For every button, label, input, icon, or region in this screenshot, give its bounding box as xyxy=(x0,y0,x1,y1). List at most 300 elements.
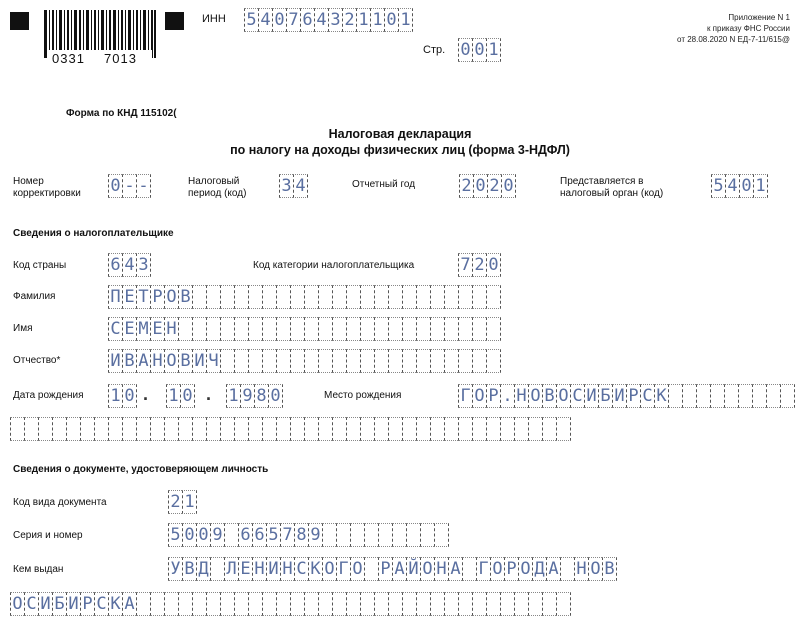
category-cells-cell: 2 xyxy=(472,253,486,277)
series-cells-cell: 8 xyxy=(294,523,308,547)
issued-line2-cells-cell xyxy=(430,592,444,616)
issued-line2-cells-cell: О xyxy=(10,592,24,616)
patronymic-cells-cell: В xyxy=(122,349,136,373)
birth-day-cells-cell: 0 xyxy=(122,384,137,408)
birth-place-line2-cells-cell xyxy=(402,417,416,441)
birth-day-cells xyxy=(108,384,137,408)
birth-date-dot-2: . xyxy=(206,384,212,404)
inn-cells-cell: 1 xyxy=(356,8,370,32)
birth-place-label: Место рождения xyxy=(324,390,402,401)
issued-line1-cells-cell: Н xyxy=(280,557,294,581)
birth-place-line2-cells xyxy=(10,417,571,441)
surname-cells-cell xyxy=(290,285,304,309)
surname-cells-cell xyxy=(332,285,346,309)
birth-place-line2-cells-cell xyxy=(318,417,332,441)
issued-line1-cells-cell: О xyxy=(490,557,504,581)
year-cells-cell: 2 xyxy=(459,174,473,198)
birth-year-cells xyxy=(226,384,283,408)
issued-line1-cells-cell: Е xyxy=(238,557,252,581)
surname-label: Фамилия xyxy=(13,291,56,302)
name-cells-cell xyxy=(374,317,388,341)
period-cells xyxy=(279,174,308,198)
issued-line2-cells-cell xyxy=(458,592,472,616)
period-label-line-1: Налоговый xyxy=(188,176,240,187)
issued-line2-cells-cell xyxy=(262,592,276,616)
issued-line2-cells-cell xyxy=(206,592,220,616)
birth-place-line2-cells-cell xyxy=(178,417,192,441)
birth-place-cells-cell: С xyxy=(570,384,584,408)
patronymic-cells-cell xyxy=(234,349,248,373)
issued-line2-cells-cell xyxy=(528,592,542,616)
category-label: Код категории налогоплательщика xyxy=(253,260,415,271)
issued-line2-cells-cell xyxy=(318,592,332,616)
patronymic-cells-cell xyxy=(360,349,374,373)
patronymic-cells-cell xyxy=(388,349,402,373)
series-cells-cell xyxy=(350,523,364,547)
patronymic-cells xyxy=(108,349,501,373)
issued-line1-cells-cell: Н xyxy=(252,557,266,581)
surname-cells-cell xyxy=(318,285,332,309)
country-cells xyxy=(108,253,151,277)
category-cells-cell: 0 xyxy=(486,253,501,277)
series-cells-cell: 5 xyxy=(168,523,182,547)
inn-cells-cell: 1 xyxy=(398,8,413,32)
issued-line2-cells-cell xyxy=(346,592,360,616)
series-cells-cell xyxy=(224,523,238,547)
appendix-line-1: Приложение N 1 xyxy=(728,13,790,22)
period-cells-cell: 3 xyxy=(279,174,293,198)
name-cells-cell xyxy=(304,317,318,341)
birth-place-line2-cells-cell xyxy=(388,417,402,441)
name-cells-cell xyxy=(234,317,248,341)
name-cells-cell xyxy=(430,317,444,341)
authority-cells-cell: 4 xyxy=(725,174,739,198)
issued-line1-cells-cell: Р xyxy=(504,557,518,581)
surname-cells-cell: П xyxy=(108,285,122,309)
series-label: Серия и номер xyxy=(13,530,83,541)
name-cells-cell xyxy=(472,317,486,341)
series-cells-cell: 6 xyxy=(252,523,266,547)
issued-line1-cells-cell: Л xyxy=(224,557,238,581)
issued-line2-cells-cell xyxy=(514,592,528,616)
patronymic-cells-cell xyxy=(402,349,416,373)
page-cells-cell: 0 xyxy=(458,38,472,62)
surname-cells-cell xyxy=(416,285,430,309)
surname-cells-cell: Р xyxy=(150,285,164,309)
issued-line1-cells-cell: О xyxy=(420,557,434,581)
issued-line2-cells-cell: Р xyxy=(80,592,94,616)
year-cells-cell: 2 xyxy=(487,174,501,198)
issued-line1-cells-cell: В xyxy=(602,557,617,581)
issued-line1-cells-cell: Н xyxy=(434,557,448,581)
title-line-1: Налоговая декларация xyxy=(328,127,472,141)
issued-line1-cells-cell: В xyxy=(182,557,196,581)
patronymic-cells-cell xyxy=(304,349,318,373)
birth-place-line2-cells-cell xyxy=(556,417,571,441)
patronymic-cells-cell xyxy=(374,349,388,373)
series-cells-cell: 7 xyxy=(280,523,294,547)
birth-place-line2-cells-cell xyxy=(332,417,346,441)
birth-place-line2-cells-cell xyxy=(290,417,304,441)
issued-line2-cells-cell xyxy=(276,592,290,616)
birth-place-line2-cells-cell xyxy=(94,417,108,441)
birth-place-line2-cells-cell xyxy=(444,417,458,441)
authority-label-line-2: налоговый орган (код) xyxy=(560,188,664,199)
birth-place-cells-cell: Р xyxy=(486,384,500,408)
year-cells-cell: 0 xyxy=(501,174,516,198)
birth-place-cells-cell: С xyxy=(640,384,654,408)
issued-line2-cells-cell xyxy=(374,592,388,616)
name-cells-cell: Е xyxy=(150,317,164,341)
patronymic-label: Отчество* xyxy=(13,355,61,366)
inn-cells-cell: 2 xyxy=(342,8,356,32)
issued-line2-cells-cell xyxy=(486,592,500,616)
inn-cells-cell: 4 xyxy=(314,8,328,32)
name-cells-cell xyxy=(192,317,206,341)
birth-place-line2-cells-cell xyxy=(24,417,38,441)
inn-cells xyxy=(244,8,413,32)
issued-line2-cells-cell: И xyxy=(38,592,52,616)
surname-cells-cell: Е xyxy=(122,285,136,309)
surname-cells-cell xyxy=(374,285,388,309)
birth-place-cells xyxy=(458,384,795,408)
name-cells-cell xyxy=(486,317,501,341)
issued-line1-cells-cell: Д xyxy=(196,557,210,581)
birth-place-line2-cells-cell xyxy=(472,417,486,441)
correction-label xyxy=(13,176,81,200)
issued-line1-cells-cell xyxy=(364,557,378,581)
authority-label-line-1: Представляется в xyxy=(560,176,644,187)
issued-line2-cells-cell xyxy=(402,592,416,616)
issued-line2-cells-cell xyxy=(234,592,248,616)
birth-place-line2-cells-cell xyxy=(10,417,24,441)
patronymic-cells-cell xyxy=(220,349,234,373)
issued-line1-cells-cell: О xyxy=(322,557,336,581)
birth-place-line2-cells-cell xyxy=(150,417,164,441)
series-cells-cell xyxy=(392,523,406,547)
birth-year-cells-cell: 0 xyxy=(268,384,283,408)
year-cells xyxy=(459,174,516,198)
patronymic-cells-cell: О xyxy=(164,349,178,373)
patronymic-cells-cell xyxy=(290,349,304,373)
name-cells-cell: С xyxy=(108,317,122,341)
surname-cells-cell xyxy=(262,285,276,309)
barcode-number-left: 0331 xyxy=(52,51,85,66)
surname-cells-cell: В xyxy=(178,285,192,309)
barcode-number-right: 7013 xyxy=(104,51,137,66)
series-cells-cell xyxy=(364,523,378,547)
birth-day-cells-cell: 1 xyxy=(108,384,122,408)
series-cells-cell: 6 xyxy=(238,523,252,547)
birth-place-line2-cells-cell xyxy=(542,417,556,441)
surname-cells-cell: Т xyxy=(136,285,150,309)
inn-cells-cell: 6 xyxy=(300,8,314,32)
birth-place-line2-cells-cell xyxy=(430,417,444,441)
issued-line2-cells-cell xyxy=(192,592,206,616)
birth-place-cells-cell: О xyxy=(528,384,542,408)
series-cells-cell xyxy=(434,523,449,547)
correction-cells xyxy=(108,174,151,198)
issued-line1-cells-cell: О xyxy=(588,557,602,581)
series-cells-cell: 9 xyxy=(308,523,322,547)
issued-line2-cells-cell: А xyxy=(122,592,136,616)
issued-line2-cells-cell xyxy=(178,592,192,616)
series-cells-cell xyxy=(420,523,434,547)
doc-type-cells-cell: 2 xyxy=(168,490,182,514)
correction-label-line-1: Номер xyxy=(13,176,44,187)
corner-marker-left xyxy=(10,12,29,30)
birth-place-line2-cells-cell xyxy=(248,417,262,441)
name-cells-cell xyxy=(262,317,276,341)
birth-month-cells xyxy=(166,384,195,408)
surname-cells-cell xyxy=(360,285,374,309)
series-cells-cell xyxy=(336,523,350,547)
issued-line2-cells-cell xyxy=(556,592,571,616)
birth-date-label: Дата рождения xyxy=(13,390,84,401)
doc-type-cells-cell: 1 xyxy=(182,490,197,514)
name-cells-cell: Е xyxy=(122,317,136,341)
inn-cells-cell: 3 xyxy=(328,8,342,32)
birth-place-line2-cells-cell xyxy=(52,417,66,441)
surname-cells-cell xyxy=(402,285,416,309)
birth-place-line2-cells-cell xyxy=(108,417,122,441)
birth-place-line2-cells-cell xyxy=(514,417,528,441)
page-title xyxy=(150,126,650,158)
surname-cells-cell xyxy=(248,285,262,309)
patronymic-cells-cell xyxy=(486,349,501,373)
surname-cells-cell xyxy=(430,285,444,309)
patronymic-cells-cell: Н xyxy=(150,349,164,373)
birth-place-cells-cell: И xyxy=(612,384,626,408)
series-cells-cell: 5 xyxy=(266,523,280,547)
issued-line2-cells-cell xyxy=(304,592,318,616)
taxpayer-section-title: Сведения о налогоплательщике xyxy=(13,228,174,239)
birth-place-cells-cell: Р xyxy=(626,384,640,408)
issued-line2-cells-cell xyxy=(500,592,514,616)
surname-cells-cell xyxy=(220,285,234,309)
surname-cells-cell xyxy=(206,285,220,309)
title-line-2: по налогу на доходы физических лиц (форма 3-НДФЛ) xyxy=(230,143,570,157)
birth-place-cells-cell: В xyxy=(542,384,556,408)
birth-place-line2-cells-cell xyxy=(38,417,52,441)
period-cells-cell: 4 xyxy=(293,174,308,198)
name-cells-cell xyxy=(458,317,472,341)
patronymic-cells-cell: Ч xyxy=(206,349,220,373)
birth-place-cells-cell: Г xyxy=(458,384,472,408)
birth-place-line2-cells-cell xyxy=(122,417,136,441)
name-cells-cell xyxy=(416,317,430,341)
issued-line1-cells-cell: У xyxy=(168,557,182,581)
birth-place-line2-cells-cell xyxy=(360,417,374,441)
issued-line1-cells-cell: Д xyxy=(532,557,546,581)
issued-line2-cells-cell: И xyxy=(66,592,80,616)
issued-line1-cells-cell: А xyxy=(448,557,462,581)
country-label: Код страны xyxy=(13,260,67,271)
birth-place-cells-cell xyxy=(682,384,696,408)
doc-type-label: Код вида документа xyxy=(13,497,107,508)
surname-cells-cell: О xyxy=(164,285,178,309)
surname-cells-cell xyxy=(192,285,206,309)
series-cells-cell xyxy=(406,523,420,547)
issued-line2-cells-cell: С xyxy=(24,592,38,616)
correction-label-line-2: корректировки xyxy=(13,188,81,199)
patronymic-cells-cell xyxy=(248,349,262,373)
issued-line2-cells-cell xyxy=(248,592,262,616)
birth-place-line2-cells-cell xyxy=(374,417,388,441)
birth-place-line2-cells-cell xyxy=(276,417,290,441)
name-cells-cell xyxy=(248,317,262,341)
year-label: Отчетный год xyxy=(352,179,416,190)
period-label-line-2: период (код) xyxy=(188,188,247,199)
birth-place-line2-cells-cell xyxy=(458,417,472,441)
issued-line2-cells-cell xyxy=(472,592,486,616)
patronymic-cells-cell xyxy=(346,349,360,373)
page-cells-cell: 1 xyxy=(486,38,501,62)
doc-type-cells xyxy=(168,490,197,514)
name-cells-cell xyxy=(332,317,346,341)
page-label: Стр. xyxy=(423,44,446,56)
birth-place-cells-cell: О xyxy=(472,384,486,408)
name-cells-cell xyxy=(290,317,304,341)
birth-place-cells-cell xyxy=(668,384,682,408)
period-label xyxy=(188,176,246,200)
birth-place-cells-cell xyxy=(766,384,780,408)
country-cells-cell: 4 xyxy=(122,253,136,277)
name-cells-cell xyxy=(220,317,234,341)
issued-line1-cells-cell: С xyxy=(294,557,308,581)
birth-month-cells-cell: 1 xyxy=(166,384,180,408)
birth-place-cells-cell xyxy=(752,384,766,408)
category-cells xyxy=(458,253,501,277)
name-cells-cell xyxy=(346,317,360,341)
name-cells-cell xyxy=(444,317,458,341)
issued-line1-cells-cell: И xyxy=(266,557,280,581)
patronymic-cells-cell: В xyxy=(178,349,192,373)
correction-cells-cell: - xyxy=(136,174,151,198)
issued-line1-cells-cell: Н xyxy=(574,557,588,581)
surname-cells-cell xyxy=(276,285,290,309)
inn-cells-cell: 1 xyxy=(370,8,384,32)
issued-line2-cells-cell: К xyxy=(108,592,122,616)
patronymic-cells-cell xyxy=(458,349,472,373)
issued-line2-cells-cell xyxy=(290,592,304,616)
birth-place-line2-cells-cell xyxy=(220,417,234,441)
birth-place-cells-cell: К xyxy=(654,384,668,408)
issued-line2-cells-cell xyxy=(150,592,164,616)
birth-place-cells-cell: Н xyxy=(514,384,528,408)
country-cells-cell: 3 xyxy=(136,253,151,277)
page-cells-cell: 0 xyxy=(472,38,486,62)
issued-line1-cells-cell: Р xyxy=(378,557,392,581)
birth-year-cells-cell: 9 xyxy=(240,384,254,408)
country-cells-cell: 6 xyxy=(108,253,122,277)
birth-place-line2-cells-cell xyxy=(416,417,430,441)
issued-line2-cells-cell xyxy=(416,592,430,616)
birth-place-cells-cell xyxy=(724,384,738,408)
name-cells-cell xyxy=(178,317,192,341)
birth-place-cells-cell: . xyxy=(500,384,514,408)
issued-line1-cells-cell: Г xyxy=(476,557,490,581)
surname-cells-cell xyxy=(304,285,318,309)
page-cells xyxy=(458,38,501,62)
inn-cells-cell: 0 xyxy=(384,8,398,32)
name-cells-cell xyxy=(276,317,290,341)
patronymic-cells-cell xyxy=(472,349,486,373)
birth-place-line2-cells-cell xyxy=(66,417,80,441)
corner-marker-right xyxy=(165,12,184,30)
name-cells-cell xyxy=(206,317,220,341)
issued-line1-cells-cell: О xyxy=(350,557,364,581)
issued-line1-cells-cell: А xyxy=(546,557,560,581)
surname-cells-cell xyxy=(486,285,501,309)
series-cells-cell: 0 xyxy=(196,523,210,547)
birth-place-line2-cells-cell xyxy=(136,417,150,441)
inn-cells-cell: 5 xyxy=(244,8,258,32)
authority-cells xyxy=(711,174,768,198)
appendix-line-3: от 28.08.2020 N ЕД-7-11/615@ xyxy=(677,35,790,44)
issued-line2-cells-cell xyxy=(220,592,234,616)
birth-place-line2-cells-cell xyxy=(262,417,276,441)
issued-line1-cells-cell: О xyxy=(518,557,532,581)
patronymic-cells-cell xyxy=(262,349,276,373)
authority-cells-cell: 0 xyxy=(739,174,753,198)
birth-place-line2-cells-cell xyxy=(206,417,220,441)
issued-line1-cells-cell xyxy=(462,557,476,581)
year-cells-cell: 0 xyxy=(473,174,487,198)
patronymic-cells-cell: А xyxy=(136,349,150,373)
patronymic-cells-cell: И xyxy=(192,349,206,373)
form-knd-label: Форма по КНД 115102( xyxy=(66,108,177,119)
issued-line2-cells-cell xyxy=(164,592,178,616)
birth-place-cells-cell xyxy=(696,384,710,408)
issued-label: Кем выдан xyxy=(13,564,64,575)
name-cells xyxy=(108,317,501,341)
name-cells-cell xyxy=(388,317,402,341)
name-cells-cell: М xyxy=(136,317,150,341)
issued-line2-cells-cell xyxy=(332,592,346,616)
surname-cells-cell xyxy=(346,285,360,309)
birth-place-cells-cell xyxy=(738,384,752,408)
issued-line1-cells-cell: Й xyxy=(406,557,420,581)
patronymic-cells-cell xyxy=(430,349,444,373)
inn-label: ИНН xyxy=(202,13,226,25)
name-cells-cell: Н xyxy=(164,317,178,341)
patronymic-cells-cell xyxy=(318,349,332,373)
surname-cells-cell xyxy=(388,285,402,309)
document-section-title: Сведения о документе, удостоверяющем личность xyxy=(13,464,269,475)
name-cells-cell xyxy=(318,317,332,341)
issued-line2-cells-cell xyxy=(444,592,458,616)
issued-line1-cells xyxy=(168,557,617,581)
series-cells-cell: 9 xyxy=(210,523,224,547)
birth-place-line2-cells-cell xyxy=(528,417,542,441)
surname-cells-cell xyxy=(444,285,458,309)
name-cells-cell xyxy=(360,317,374,341)
authority-label xyxy=(560,176,663,200)
authority-cells-cell: 5 xyxy=(711,174,725,198)
birth-place-line2-cells-cell xyxy=(192,417,206,441)
correction-cells-cell: - xyxy=(122,174,136,198)
surname-cells-cell xyxy=(458,285,472,309)
birth-year-cells-cell: 8 xyxy=(254,384,268,408)
patronymic-cells-cell xyxy=(332,349,346,373)
category-cells-cell: 7 xyxy=(458,253,472,277)
issued-line2-cells-cell: С xyxy=(94,592,108,616)
birth-place-line2-cells-cell xyxy=(164,417,178,441)
appendix-line-2: к приказу ФНС России xyxy=(706,24,790,33)
issued-line2-cells-cell xyxy=(136,592,150,616)
appendix-note xyxy=(620,12,790,45)
